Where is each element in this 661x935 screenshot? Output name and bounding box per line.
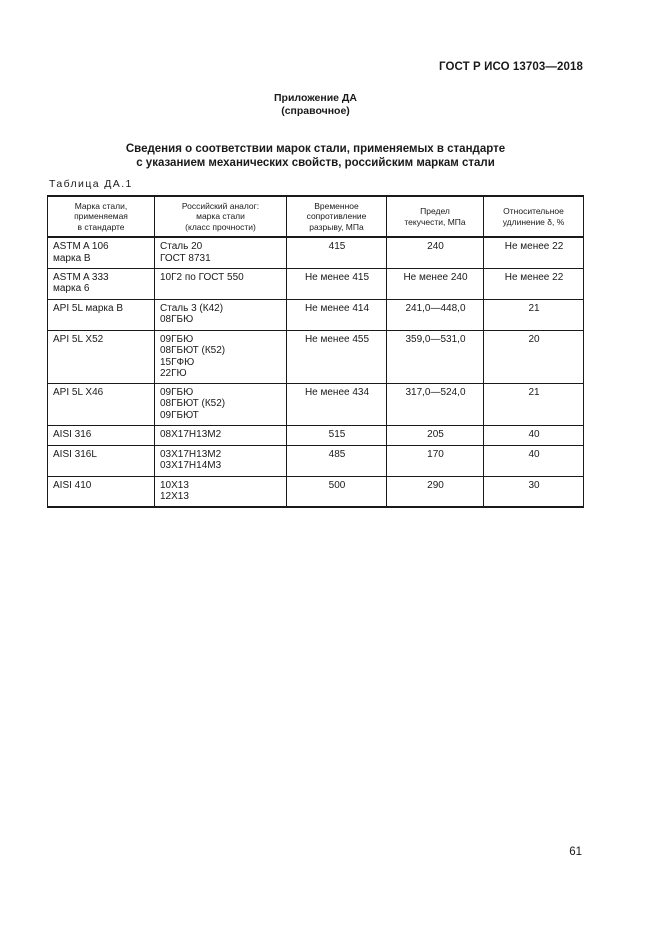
- table-row: [48, 268, 584, 299]
- cell-tensile: Не менее 414: [287, 299, 387, 330]
- column-header-line: Временное: [314, 200, 359, 211]
- cell-analog-line: 09ГБЮТ: [160, 409, 199, 421]
- column-header-elongation: [484, 196, 584, 237]
- cell-tensile: 515: [287, 425, 387, 445]
- cell-analog: [155, 299, 287, 330]
- cell-analog-line: Сталь 20: [160, 241, 203, 252]
- cell-grade-line: ASTM A 333: [53, 271, 109, 283]
- table-row: [48, 476, 584, 507]
- column-header-line: удлинение δ, %: [502, 216, 565, 227]
- table-caption: Таблица ДА.1: [49, 178, 133, 190]
- column-header-line: Российский аналог:: [181, 200, 260, 211]
- column-header-analog: [155, 196, 287, 237]
- cell-analog-line: 03Х17Н14М3: [160, 460, 222, 471]
- cell-yield: 170: [387, 445, 484, 476]
- cell-analog-line: 08Х17Н13М2: [160, 428, 222, 440]
- column-header-tensile: [287, 196, 387, 237]
- cell-grade: [48, 476, 155, 507]
- page-number: 61: [569, 846, 582, 858]
- table-row: [48, 425, 584, 445]
- cell-grade-line: AISI 316L: [53, 448, 97, 460]
- cell-analog: [155, 445, 287, 476]
- column-header-line: сопротивление: [306, 211, 367, 222]
- cell-grade-line: API 5L X46: [53, 386, 104, 398]
- cell-grade: [48, 425, 155, 445]
- table-row: [48, 330, 584, 383]
- cell-grade: [48, 299, 155, 330]
- annex-title: Приложение ДА: [274, 92, 357, 104]
- cell-yield: 317,0—524,0: [387, 383, 484, 425]
- cell-analog-line: 10Х13: [160, 479, 189, 491]
- column-header-line: текучести, МПа: [404, 216, 466, 227]
- annex-subtitle: (справочное): [281, 105, 350, 117]
- table-row: [48, 299, 584, 330]
- column-header-line: марка стали: [196, 211, 245, 222]
- section-heading-line: Сведения о соответствии марок стали, применяемых в стандарте: [125, 143, 506, 155]
- cell-analog: [155, 268, 287, 299]
- cell-grade-line: AISI 316: [53, 428, 92, 440]
- column-header-line: разрыву, МПа: [309, 221, 364, 232]
- cell-elongation: Не менее 22: [484, 237, 584, 268]
- cell-analog-line: ГОСТ 8731: [160, 252, 211, 264]
- cell-grade: [48, 237, 155, 268]
- cell-grade-line: AISI 410: [53, 479, 92, 491]
- cell-analog: [155, 383, 287, 425]
- cell-grade-line: API 5L X52: [53, 333, 104, 345]
- cell-tensile: Не менее 434: [287, 383, 387, 425]
- cell-analog-line: 08ГБЮ: [160, 314, 194, 325]
- cell-tensile: Не менее 415: [287, 268, 387, 299]
- cell-analog-line: 08ГБЮТ (К52): [160, 345, 226, 356]
- cell-elongation: 40: [484, 445, 584, 476]
- column-header-line: (класс прочности): [185, 221, 256, 232]
- cell-analog-line: 15ГФЮ: [160, 356, 195, 368]
- cell-analog: [155, 476, 287, 507]
- cell-grade: [48, 268, 155, 299]
- cell-yield: 241,0—448,0: [387, 299, 484, 330]
- document-code: ГОСТ Р ИСО 13703—2018: [438, 61, 583, 73]
- column-header-yield: [387, 196, 484, 237]
- cell-yield: 240: [387, 237, 484, 268]
- table-row: [48, 383, 584, 425]
- column-header-grade: [48, 196, 155, 237]
- cell-tensile: 415: [287, 237, 387, 268]
- column-header-line: Марка стали,: [74, 200, 128, 211]
- cell-elongation: Не менее 22: [484, 268, 584, 299]
- table-row: [48, 237, 584, 268]
- cell-analog-line: 12Х13: [160, 491, 189, 502]
- cell-grade-line: ASTM A 106: [53, 241, 109, 252]
- cell-elongation: 20: [484, 330, 584, 383]
- cell-tensile: Не менее 455: [287, 330, 387, 383]
- cell-yield: 290: [387, 476, 484, 507]
- cell-elongation: 21: [484, 383, 584, 425]
- cell-elongation: 30: [484, 476, 584, 507]
- section-heading-line: с указанием механических свойств, российским маркам стали: [136, 157, 495, 169]
- column-header-line: в стандарте: [77, 221, 125, 232]
- table-header-row: [48, 196, 584, 237]
- table-body: [48, 237, 584, 507]
- cell-yield: 359,0—531,0: [387, 330, 484, 383]
- cell-grade: [48, 445, 155, 476]
- cell-analog: [155, 237, 287, 268]
- cell-tensile: 500: [287, 476, 387, 507]
- cell-analog-line: 10Г2 по ГОСТ 550: [160, 271, 244, 283]
- column-header-line: Относительное: [503, 206, 564, 216]
- cell-analog-line: 08ГБЮТ (К52): [160, 398, 226, 409]
- cell-analog-line: 09ГБЮ: [160, 386, 194, 398]
- steel-grades-table: [47, 195, 584, 508]
- column-header-line: Предел: [420, 206, 450, 216]
- cell-analog-line: 03Х17Н13М2: [160, 448, 222, 460]
- cell-yield: Не менее 240: [387, 268, 484, 299]
- cell-grade: [48, 330, 155, 383]
- cell-elongation: 21: [484, 299, 584, 330]
- annex-title-block: [0, 92, 631, 118]
- column-header-line: применяемая: [74, 211, 128, 222]
- cell-tensile: 485: [287, 445, 387, 476]
- cell-grade-line: API 5L марка B: [53, 302, 124, 314]
- cell-elongation: 40: [484, 425, 584, 445]
- section-heading: [50, 142, 581, 170]
- cell-analog: [155, 330, 287, 383]
- cell-grade-line: марка 6: [53, 283, 90, 294]
- cell-grade-line: марка B: [53, 252, 91, 264]
- cell-analog: [155, 425, 287, 445]
- cell-grade: [48, 383, 155, 425]
- cell-analog-line: Сталь 3 (К42): [160, 302, 224, 314]
- cell-analog-line: 22ГЮ: [160, 368, 187, 379]
- table-row: [48, 445, 584, 476]
- cell-analog-line: 09ГБЮ: [160, 333, 194, 345]
- cell-yield: 205: [387, 425, 484, 445]
